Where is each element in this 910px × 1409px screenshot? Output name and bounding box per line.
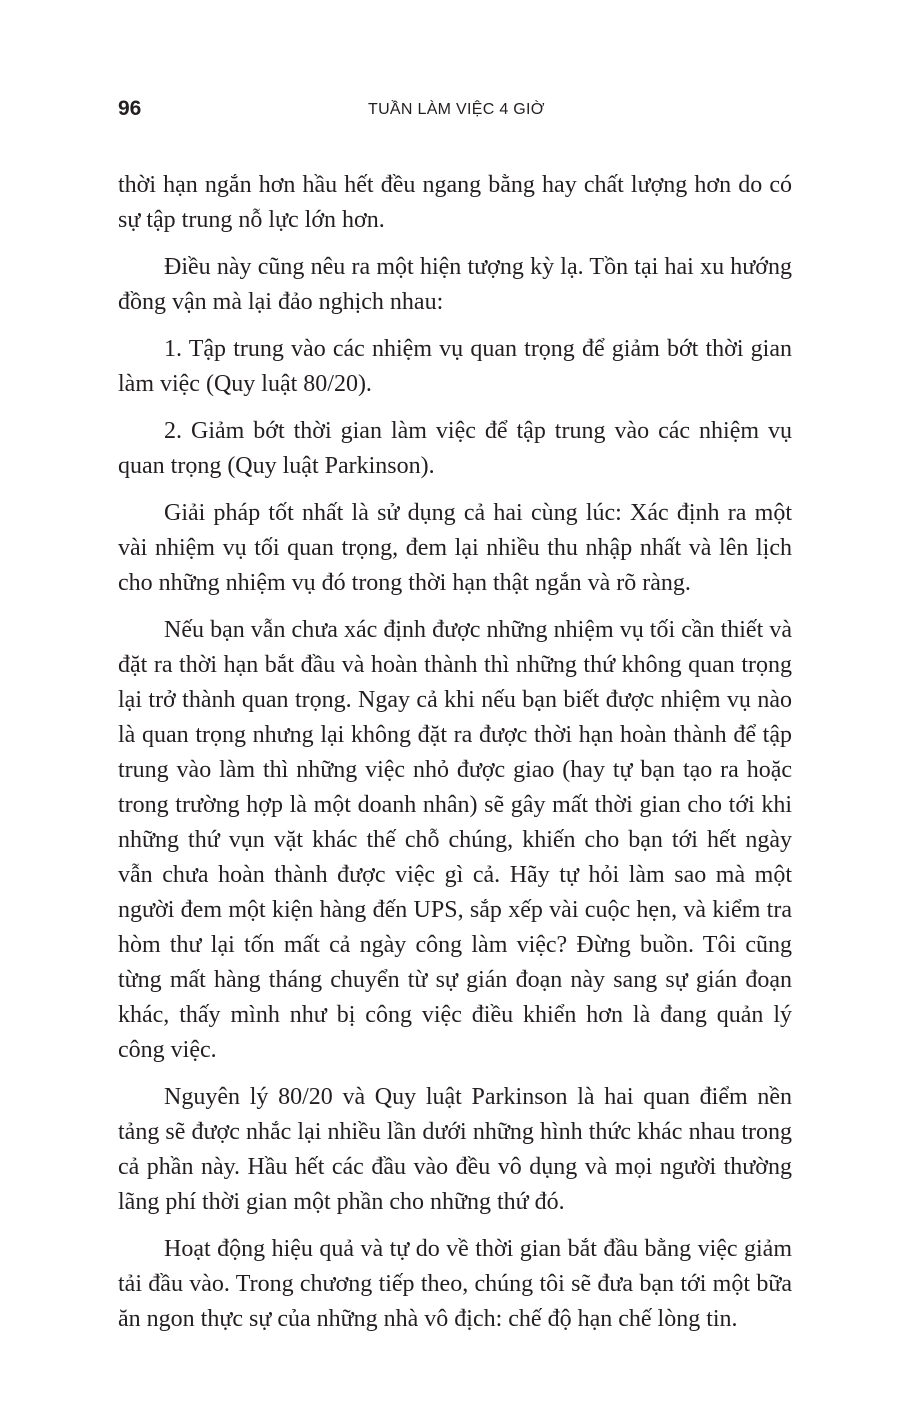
page-header	[118, 94, 792, 124]
paragraph-phenomenon: Điều này cũng nêu ra một hiện tượng kỳ lạ. Tồn tại hai xu hướng đồng vận mà lại đảo nghịch nhau:	[118, 254, 792, 315]
paragraph-principles: Nguyên lý 80/20 và Quy luật Parkinson là hai quan điểm nền tảng sẽ được nhắc lại nhiều lần dưới những hình thức khác nhau trong cả phần này. Hầu hết các đầu vào đều vô dụng và mọi người thường lãng phí thời gian một phần cho những thứ đó.	[118, 1084, 792, 1215]
paragraph-solution: Giải pháp tốt nhất là sử dụng cả hai cùng lúc: Xác định ra một vài nhiệm vụ tối quan trọng, đem lại nhiều thu nhập nhất và lên lịch cho những nhiệm vụ đó trong thời hạn thật ngắn và rõ ràng.	[118, 500, 792, 596]
paragraph-conclusion: Hoạt động hiệu quả và tự do về thời gian bắt đầu bằng việc giảm tải đầu vào. Trong chương tiếp theo, chúng tôi sẽ đưa bạn tới một bữa ăn ngon thực sự của những nhà vô địch: chế độ hạn chế lòng tin.	[118, 1236, 792, 1332]
list-item-pareto: 1. Tập trung vào các nhiệm vụ quan trọng để giảm bớt thời gian làm việc (Quy luật 80/20).	[118, 336, 792, 397]
running-title: TUẦN LÀM VIỆC 4 GIỜ	[368, 101, 545, 118]
page-body	[118, 168, 792, 1349]
paragraph-deadlines: Nếu bạn vẫn chưa xác định được những nhiệm vụ tối cần thiết và đặt ra thời hạn bắt đầu và hoàn thành thì những thứ không quan trọng lại trở thành quan trọng. Ngay cả khi nếu bạn biết được nhiệm vụ nào là quan trọng nhưng lại không đặt ra được thời hạn hoàn thành để tập trung vào làm thì những việc nhỏ được giao (hay tự bạn tạo ra hoặc trong trường hợp là một doanh nhân) sẽ gây mất thời gian cho tới khi những thứ vụn vặt khác thế chỗ chúng, khiến cho bạn tới hết ngày vẫn chưa hoàn thành được việc gì cả. Hãy tự hỏi làm sao mà một người đem một kiện hàng đến UPS, sắp xếp vài cuộc hẹn, và kiểm tra hòm thư lại tốn mất cả ngày công làm việc? Đừng buồn. Tôi cũng từng mất hàng tháng chuyển từ sự gián đoạn này sang sự gián đoạn khác, thấy mình như bị công việc điều khiển hơn là đang quản lý công việc.	[118, 617, 792, 1063]
paragraph-continuation: thời hạn ngắn hơn hầu hết đều ngang bằng hay chất lượng hơn do có sự tập trung nỗ lực lớn hơn.	[118, 172, 792, 233]
page-number: 96	[118, 97, 142, 120]
list-item-parkinson: 2. Giảm bớt thời gian làm việc để tập trung vào các nhiệm vụ quan trọng (Quy luật Parkinson).	[118, 418, 792, 479]
